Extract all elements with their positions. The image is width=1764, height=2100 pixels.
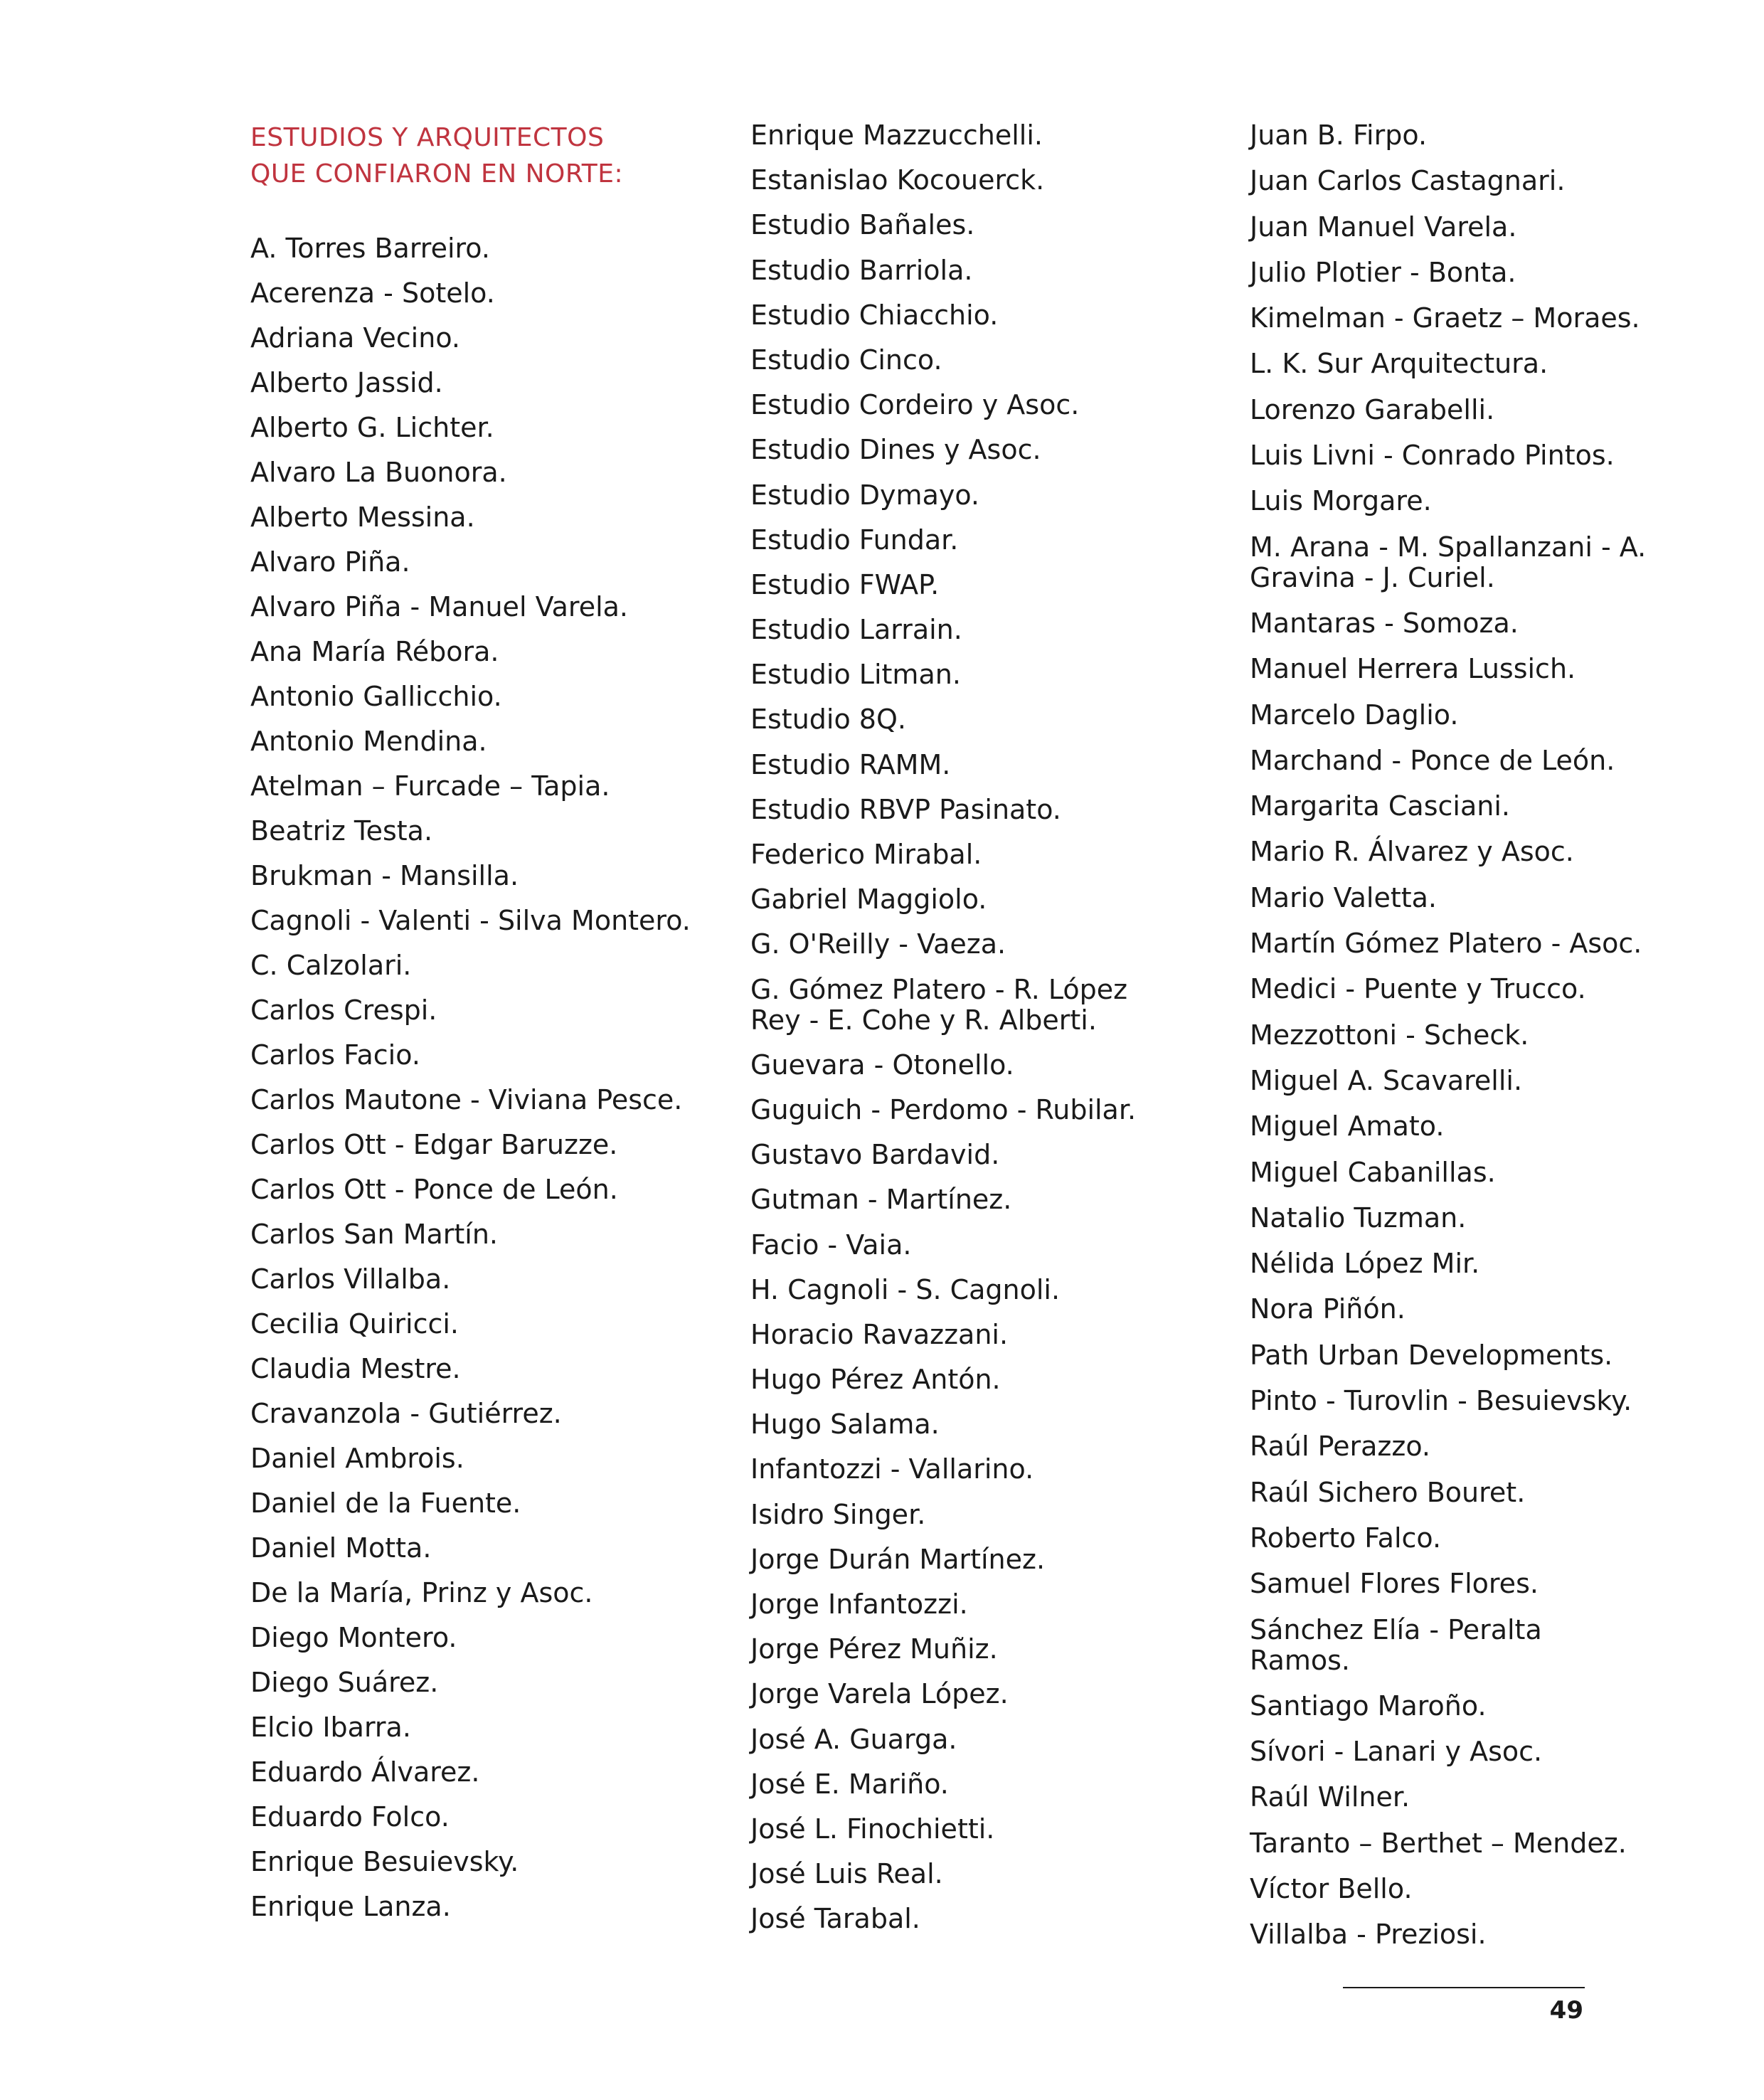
architect-entry: Estudio FWAP. — [750, 568, 940, 600]
architect-entry: Estudio Cordeiro y Asoc. — [750, 389, 1080, 421]
architect-entry: Estudio Barriola. — [750, 254, 973, 286]
footer-rule — [1343, 1987, 1585, 1988]
architect-entry: Jorge Infantozzi. — [750, 1589, 968, 1620]
architect-entry: Jorge Pérez Muñiz. — [750, 1633, 998, 1665]
page-number: 49 — [1549, 1996, 1583, 2025]
architect-entry: Juan Carlos Castagnari. — [1250, 165, 1566, 197]
architect-entry: De la María, Prinz y Asoc. — [250, 1577, 593, 1608]
architect-entry: Eduardo Álvarez. — [250, 1756, 480, 1788]
architect-entry: Estudio Chiacchio. — [750, 299, 999, 331]
architect-entry: Guevara - Otonello. — [750, 1049, 1014, 1081]
architect-entry: Eduardo Folco. — [250, 1801, 450, 1833]
architect-entry: Estudio Bañales. — [750, 209, 975, 241]
architect-entry: Miguel Amato. — [1250, 1110, 1445, 1142]
architect-entry: Miguel Cabanillas. — [1250, 1156, 1496, 1188]
architect-entry: Santiago Maroño. — [1250, 1690, 1487, 1722]
architect-entry: Samuel Flores Flores. — [1250, 1568, 1539, 1600]
architect-entry: Sánchez Elía - Peralta Ramos. — [1250, 1613, 1542, 1676]
architect-entry: Alvaro La Buonora. — [250, 457, 507, 488]
architect-entry: Enrique Lanza. — [250, 1891, 451, 1922]
architect-entry: Path Urban Developments. — [1250, 1339, 1613, 1371]
architect-entry: Jorge Durán Martínez. — [750, 1543, 1046, 1575]
architect-entry: Marcelo Daglio. — [1250, 699, 1459, 731]
architect-entry: Alvaro Piña - Manuel Varela. — [250, 591, 628, 622]
architect-entry: José E. Mariño. — [750, 1768, 949, 1800]
architect-entry: Raúl Wilner. — [1250, 1781, 1410, 1813]
architect-entry: Raúl Sichero Bouret. — [1250, 1476, 1526, 1508]
architect-entry: Infantozzi - Vallarino. — [750, 1453, 1034, 1485]
architect-entry: Carlos San Martín. — [250, 1219, 499, 1250]
architect-entry: Isidro Singer. — [750, 1498, 926, 1530]
architect-entry: Carlos Ott - Edgar Baruzze. — [250, 1129, 618, 1160]
architect-entry: Mantaras - Somoza. — [1250, 607, 1519, 639]
architect-entry: Nora Piñón. — [1250, 1293, 1406, 1325]
architect-entry: Daniel Motta. — [250, 1532, 432, 1564]
architect-entry: Beatriz Testa. — [250, 815, 433, 847]
architect-entry: Carlos Facio. — [250, 1039, 420, 1071]
architect-entry: Antonio Mendina. — [250, 726, 487, 757]
architect-entry: Carlos Crespi. — [250, 995, 437, 1026]
architect-entry: Julio Plotier - Bonta. — [1250, 256, 1516, 288]
architect-entry: Kimelman - Graetz – Moraes. — [1250, 302, 1640, 334]
architect-entry: Estudio RBVP Pasinato. — [750, 793, 1061, 825]
architect-entry: Estudio Fundar. — [750, 524, 959, 556]
architect-entry: Marchand - Ponce de León. — [1250, 744, 1615, 776]
architect-entry: Claudia Mestre. — [250, 1353, 461, 1384]
architect-entry: Sívori - Lanari y Asoc. — [1250, 1736, 1543, 1768]
architect-entry: Villalba - Preziosi. — [1250, 1919, 1487, 1951]
architect-entry: Martín Gómez Platero - Asoc. — [1250, 928, 1642, 960]
architect-entry: Estudio RAMM. — [750, 748, 951, 780]
architect-entry: Horacio Ravazzani. — [750, 1318, 1009, 1350]
architect-entry: Estudio Dymayo. — [750, 479, 979, 511]
architect-entry: Alberto G. Lichter. — [250, 412, 494, 443]
architect-entry: José L. Finochietti. — [750, 1813, 995, 1845]
architects-column-1 — [250, 233, 691, 1936]
architect-entry: Pinto - Turovlin - Besuievsky. — [1250, 1385, 1632, 1417]
architect-entry: Gutman - Martínez. — [750, 1184, 1012, 1216]
architect-entry: Adriana Vecino. — [250, 322, 460, 354]
architect-entry: Enrique Besuievsky. — [250, 1846, 519, 1877]
architect-entry: Juan Manuel Varela. — [1250, 211, 1517, 243]
architect-entry: Luis Livni - Conrado Pintos. — [1250, 440, 1615, 472]
architect-entry: Alvaro Piña. — [250, 546, 410, 578]
architect-entry: Hugo Pérez Antón. — [750, 1364, 1001, 1396]
architect-entry: Atelman – Furcade – Tapia. — [250, 770, 610, 802]
architect-entry: G. O'Reilly - Vaeza. — [750, 928, 1006, 960]
architect-entry: Cecilia Quiricci. — [250, 1308, 459, 1340]
architect-entry: C. Calzolari. — [250, 950, 412, 981]
heading-line-1: ESTUDIOS Y ARQUITECTOS — [250, 123, 605, 152]
architect-entry: Cravanzola - Gutiérrez. — [250, 1398, 562, 1429]
architect-entry: Estudio Larrain. — [750, 614, 962, 646]
architect-entry: Ana María Rébora. — [250, 636, 499, 667]
architect-entry: A. Torres Barreiro. — [250, 233, 490, 264]
architect-entry: Luis Morgare. — [1250, 485, 1432, 517]
architect-entry: Medici - Puente y Trucco. — [1250, 973, 1586, 1005]
architect-entry: Alberto Messina. — [250, 502, 475, 533]
architect-entry: H. Cagnoli - S. Cagnoli. — [750, 1273, 1061, 1305]
architect-entry: Alberto Jassid. — [250, 367, 443, 398]
architect-entry: Acerenza - Sotelo. — [250, 277, 495, 309]
section-heading — [250, 120, 706, 192]
architect-entry: Gabriel Maggiolo. — [750, 884, 987, 916]
architect-entry: Víctor Bello. — [1250, 1872, 1413, 1904]
architect-entry: Raúl Perazzo. — [1250, 1431, 1430, 1463]
architects-column-2 — [750, 120, 1177, 1949]
architect-entry: Gustavo Bardavid. — [750, 1139, 1000, 1171]
architect-entry: Brukman - Mansilla. — [250, 860, 519, 891]
architect-entry: Diego Montero. — [250, 1622, 457, 1653]
architect-entry: José A. Guarga. — [750, 1723, 957, 1755]
architect-entry: Cagnoli - Valenti - Silva Montero. — [250, 905, 691, 936]
architect-entry: Mezzottoni - Scheck. — [1250, 1019, 1529, 1051]
architect-entry: Juan B. Firpo. — [1250, 120, 1428, 151]
architect-entry: Lorenzo Garabelli. — [1250, 393, 1495, 425]
architect-entry: Guguich - Perdomo - Rubilar. — [750, 1093, 1137, 1125]
architect-entry: Mario Valetta. — [1250, 881, 1438, 913]
architect-entry: Taranto – Berthet – Mendez. — [1250, 1827, 1627, 1859]
architect-entry: L. K. Sur Arquitectura. — [1250, 348, 1548, 380]
heading-line-2: QUE CONFIARON EN NORTE: — [250, 159, 624, 189]
architect-entry: José Luis Real. — [750, 1858, 943, 1890]
architect-entry: Elcio Ibarra. — [250, 1712, 411, 1743]
architect-entry: M. Arana - M. Spallanzani - A. Gravina - J. Curiel. — [1250, 531, 1647, 593]
architect-entry: Miguel A. Scavarelli. — [1250, 1064, 1523, 1096]
architect-entry: Estudio Litman. — [750, 659, 961, 691]
architect-entry: Margarita Casciani. — [1250, 790, 1510, 822]
architect-entry: Enrique Mazzucchelli. — [750, 120, 1043, 151]
architect-entry: Mario R. Álvarez y Asoc. — [1250, 836, 1574, 868]
architect-entry: Jorge Varela López. — [750, 1678, 1009, 1710]
architect-entry: Daniel Ambrois. — [250, 1443, 464, 1474]
architect-entry: Carlos Mautone - Viviana Pesce. — [250, 1084, 683, 1115]
architect-entry: Natalio Tuzman. — [1250, 1202, 1467, 1234]
architect-entry: Manuel Herrera Lussich. — [1250, 653, 1576, 685]
architect-entry: Hugo Salama. — [750, 1409, 940, 1441]
architect-entry: Nélida López Mir. — [1250, 1248, 1480, 1280]
architect-entry: Diego Suárez. — [250, 1667, 439, 1698]
architect-entry: Carlos Ott - Ponce de León. — [250, 1174, 618, 1205]
architect-entry: Estudio Dines y Asoc. — [750, 434, 1041, 466]
architects-column-3 — [1250, 120, 1648, 1966]
architect-entry: Estudio 8Q. — [750, 704, 906, 736]
architect-entry: José Tarabal. — [750, 1903, 920, 1935]
architect-entry: G. Gómez Platero - R. López Rey - E. Cohe y R. Alberti. — [750, 973, 1128, 1036]
architect-entry: Roberto Falco. — [1250, 1522, 1442, 1554]
architect-entry: Estudio Cinco. — [750, 344, 942, 376]
architect-entry: Daniel de la Fuente. — [250, 1488, 521, 1519]
architect-entry: Carlos Villalba. — [250, 1263, 451, 1295]
architect-entry: Estanislao Kocouerck. — [750, 164, 1045, 196]
architect-entry: Federico Mirabal. — [750, 839, 982, 870]
architect-entry: Antonio Gallicchio. — [250, 681, 502, 712]
architect-entry: Facio - Vaia. — [750, 1229, 912, 1261]
